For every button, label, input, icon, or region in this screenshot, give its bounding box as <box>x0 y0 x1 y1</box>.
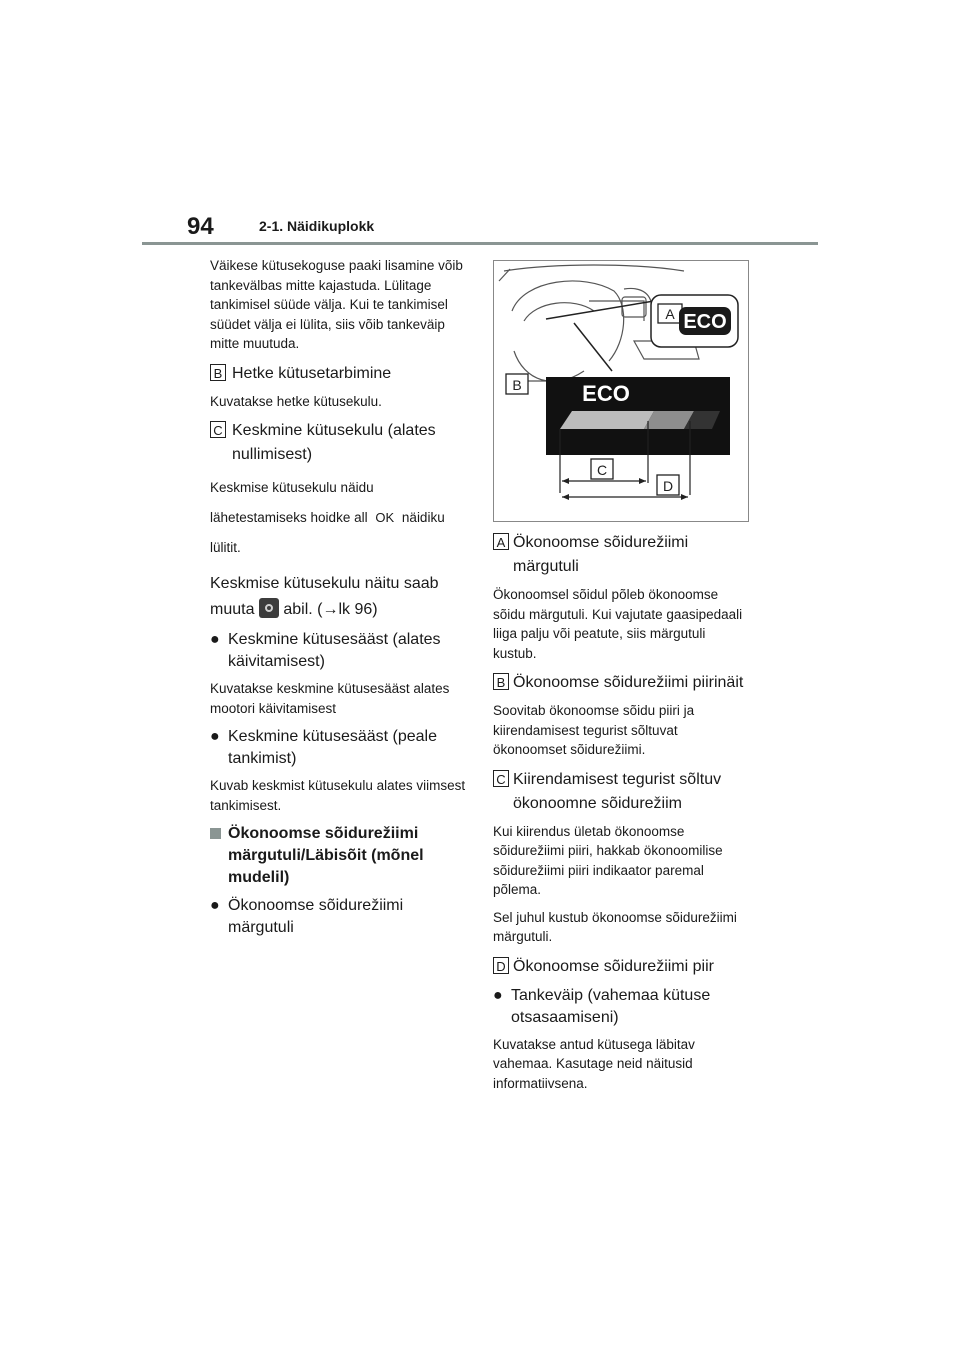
arrow-glyph: → <box>322 601 339 618</box>
eco-indicator-figure <box>493 260 749 522</box>
heading-eco-indicator <box>493 531 751 579</box>
figure-label-d: D <box>662 478 674 494</box>
change-display-note <box>210 571 470 623</box>
bullet-text: Keskmine kütusesääst (peale tankimist) <box>228 728 437 767</box>
left-column <box>210 256 470 945</box>
label-badge-c: C <box>493 770 509 787</box>
heading-text: Kiirendamisest tegurist sõltuv ökonoomne sõidurežiim <box>513 770 722 812</box>
bullet-eco-indicator <box>210 895 470 939</box>
label-badge-b: B <box>493 673 509 690</box>
heading-accel-eco <box>493 768 751 816</box>
heading-text: Ökonoomse sõidurežiimi piir <box>513 957 714 975</box>
range-desc: Kuvatakse antud kütusega läbitav vahemaa. Kasutage neid näitusid informatiivsena. <box>493 1036 695 1091</box>
subsection-text: Ökonoomse sõidurežiimi märgutuli/Läbisõit (mõnel mudelil) <box>228 825 424 886</box>
note-part: lk 96) <box>338 601 378 618</box>
heading-text: Keskmine kütusekulu (alates nullimisest) <box>232 422 436 463</box>
ok-button-icon: OK <box>375 510 395 525</box>
heading-text: Hetke kütusetarbimine <box>232 364 392 382</box>
note-part: abil. ( <box>283 601 323 618</box>
bullet-dot: ● <box>210 897 220 914</box>
figure-label-b: B <box>512 377 522 393</box>
avg-since-refuel-desc: Kuvab keskmist kütusekulu alates viimsest tankimisest. <box>210 778 466 813</box>
desc-part: näidiku lülitit. <box>210 510 445 555</box>
bullet-dot: ● <box>210 631 220 648</box>
eco-zone-label: ECO <box>582 381 630 406</box>
avg-since-start-desc: Kuvatakse keskmine kütusesääst alates mootori käivitamisest <box>210 681 450 716</box>
average-fuel-desc <box>210 473 470 563</box>
header-rule <box>142 242 818 245</box>
accel-eco-desc: Kui kiirendus ületab ökonoomse sõidurežiimi piiri, hakkab ökonoomilise sõidurežiimi piiri indikaator paremal põlema. <box>493 823 723 897</box>
accel-eco-desc-2: Sel juhul kustub ökonoomse sõidurežiimi märgutuli. <box>493 909 737 944</box>
current-fuel-desc: Kuvatakse hetke kütusekulu. <box>210 393 382 409</box>
subsection-eco-indicator <box>210 823 470 889</box>
page-number: 94 <box>187 213 214 240</box>
figure-illustration <box>494 261 748 521</box>
heading-text: Ökonoomse sõidurežiimi piirinäit <box>513 674 744 691</box>
heading-eco-zone <box>493 671 751 695</box>
label-badge-b: B <box>210 364 226 381</box>
heading-eco-limit <box>493 955 751 979</box>
settings-gear-icon <box>259 598 279 618</box>
heading-average-fuel <box>210 419 470 467</box>
figure-label-a: A <box>665 306 675 322</box>
note-part: Keskmise kütusekulu näitu saab muuta <box>210 575 439 618</box>
label-badge-c: C <box>210 421 226 438</box>
heading-text: Ökonoomse sõidurežiimi märgutuli <box>513 534 689 575</box>
intro-paragraph: Väikese kütusekoguse paaki lisamine võib tankevälbas mitte kajastuda. Lülitage tankimisel süüde välja. Kui te tankimisel süüdet välja ei lülita, siis võib tankeväip mitte muutuda. <box>210 258 463 351</box>
bullet-text: Keskmine kütusesääst (alates käivitamisest) <box>228 631 441 670</box>
bullet-text: Ökonoomse sõidurežiimi märgutuli <box>228 897 404 936</box>
desc-part: Keskmise kütusekulu näidu lähetestamiseks hoidke all <box>210 480 374 525</box>
label-badge-d: D <box>493 957 509 974</box>
bullet-dot: ● <box>210 728 220 745</box>
bullet-range <box>493 985 751 1029</box>
heading-current-fuel <box>210 362 470 386</box>
subsection-square-icon <box>210 828 221 839</box>
eco-indicator-icon: ECO <box>683 311 727 333</box>
bullet-dot: ● <box>493 986 503 1004</box>
section-title: 2-1. Näidikuplokk <box>259 218 375 234</box>
label-badge-a: A <box>493 533 509 550</box>
eco-zone-desc: Soovitab ökonoomse sõidu piiri ja kiirendamisest tegurist sõltuvat ökonoomset sõidurežiimi. <box>493 703 695 757</box>
right-column <box>493 531 751 1101</box>
eco-indicator-desc: Ökonoomsel sõidul põleb ökonoomse sõidu märgutuli. Kui vajutate gaasipedaali liiga palju või peatute, siis märgutuli kustub. <box>493 587 743 661</box>
figure-label-c: C <box>596 462 608 478</box>
bullet-avg-since-refuel <box>210 726 470 770</box>
bullet-avg-since-start <box>210 629 470 673</box>
bullet-text: Tankeväip (vahemaa kütuse otsasaamiseni) <box>511 986 711 1026</box>
